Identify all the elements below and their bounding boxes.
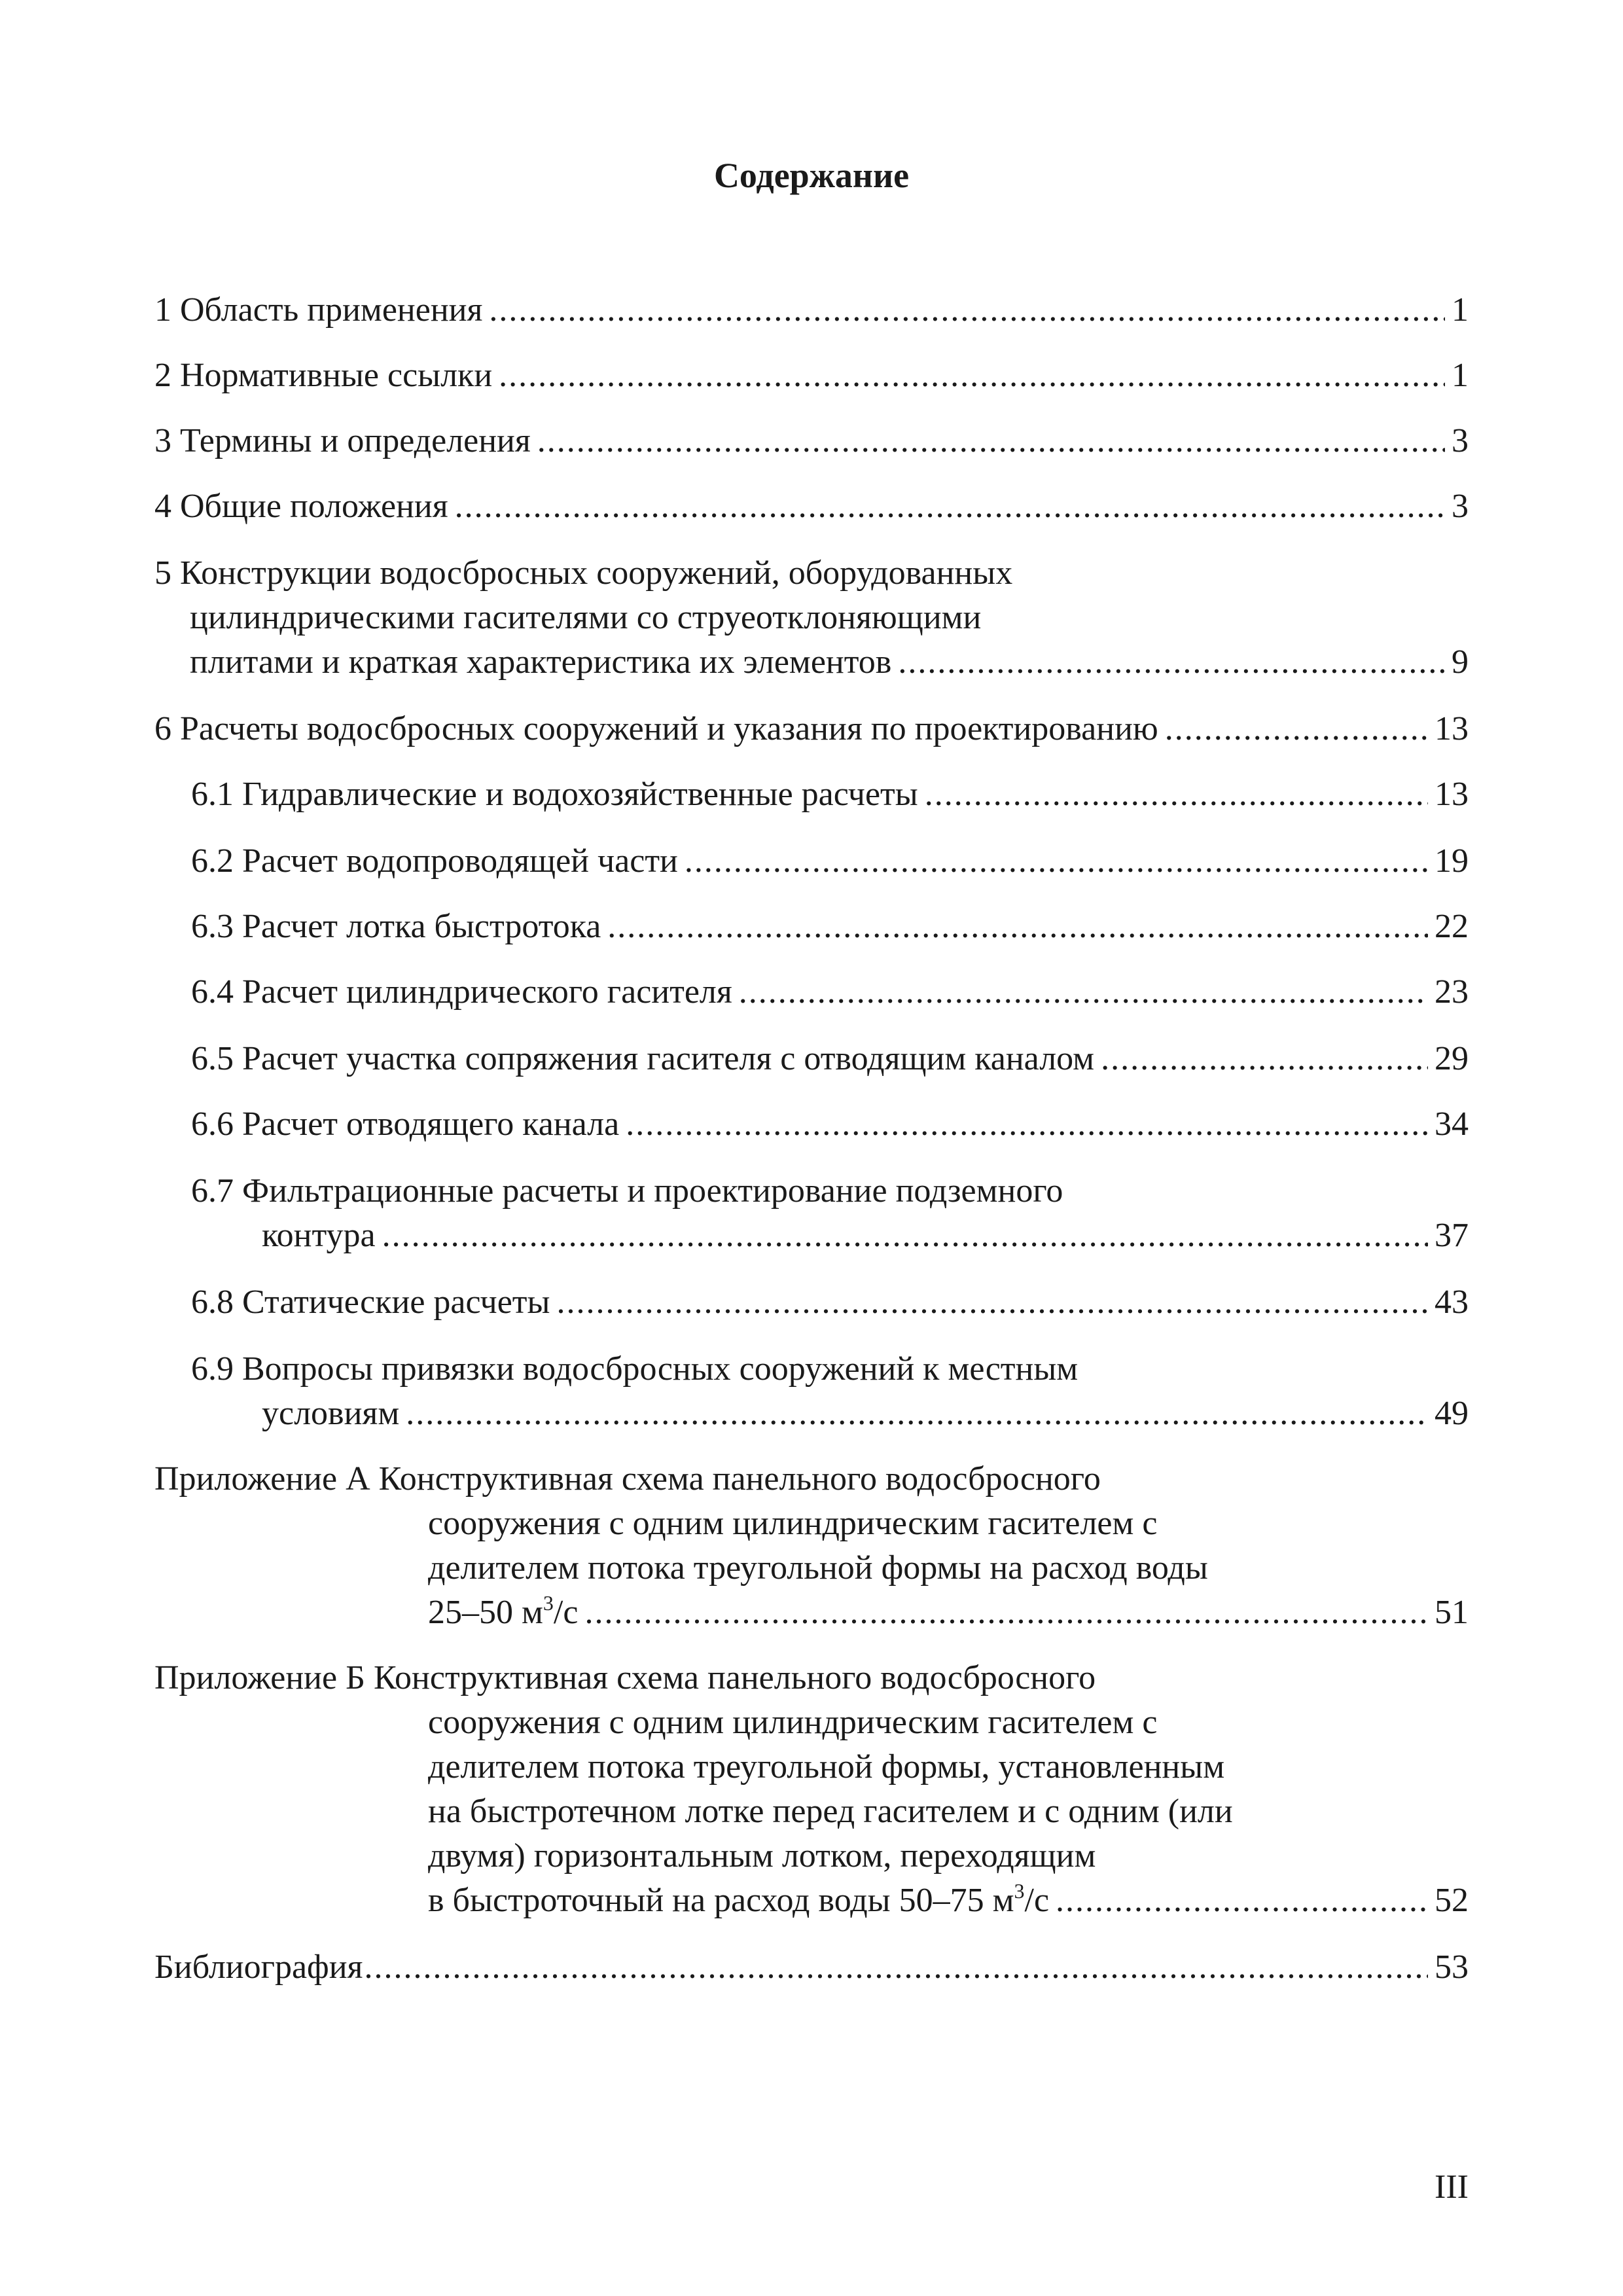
leader-dots [489,288,1445,332]
toc-entry-text-cont: двумя) горизонтальным лотком, переходящим [428,1837,1096,1874]
leader-dots [1056,1878,1428,1923]
toc-entry-text: 6.6 Расчет отводящего канала [191,1105,620,1143]
toc-page-number: 3 [1452,488,1469,525]
leader-dots [455,484,1445,529]
toc-page-number: 1 [1452,357,1469,394]
toc-entry-6-3[interactable] [0,905,1623,949]
toc-page-number: 52 [1435,1882,1469,1919]
toc-entry-text: 6.7 Фильтрационные расчеты и проектирование подземного [191,1172,1063,1210]
toc-entry-text-cont: делителем потока треугольной формы, установленным [428,1748,1225,1785]
leader-dots [1101,1037,1428,1081]
toc-entry-text-cont: условиям [262,1395,400,1432]
leader-dots [499,353,1445,398]
toc-page-number: 43 [1435,1283,1469,1321]
toc-page-number: 1 [1452,291,1469,329]
leader-dots [925,772,1428,817]
toc-entry-4[interactable] [0,484,1623,529]
toc-entry-text-cont: плитами и краткая характеристика их элементов [190,643,892,681]
leader-dots [739,970,1428,1014]
toc-page-number: 13 [1435,776,1469,813]
toc-entry-6-2[interactable] [0,839,1623,884]
toc-entry-1[interactable] [0,288,1623,332]
toc-entry-2[interactable] [0,353,1623,398]
toc-page-number: 29 [1435,1040,1469,1077]
leader-dots [584,1590,1428,1635]
leader-dots [364,1945,1428,1990]
toc-entry-text-cont: 25–50 $м^3/с$ [428,1591,579,1631]
toc-entry-text-cont: на быстротечном лотке перед гасителем и с одним (или [428,1793,1233,1830]
leader-dots [626,1102,1428,1147]
toc-entry-text: 6.4 Расчет цилиндрического гасителя [191,973,732,1011]
toc-entry-text: 6 Расчеты водосбросных сооружений и указания по проектированию [154,710,1158,747]
toc-entry-text: 3 Термины и определения [154,422,531,459]
toc-entry-6-5[interactable] [0,1037,1623,1081]
toc-entry-text: 6.2 Расчет водопроводящей части [191,842,678,880]
toc-entry-6[interactable] [0,707,1623,751]
toc-page-number: 22 [1435,908,1469,945]
toc-entry-text: 6.1 Гидравлические и водохозяйственные расчеты [191,776,918,813]
leader-dots [898,640,1445,685]
toc-entry-text-cont: сооружения с одним цилиндрическим гасителем с [428,1704,1158,1741]
toc-page-number: 23 [1435,973,1469,1011]
toc-page-number: 34 [1435,1105,1469,1143]
toc-entry-text: 6.5 Расчет участка сопряжения гасителя с отводящим каналом [191,1040,1095,1077]
toc-entry-text-cont: в быстроточный на расход воды 50–75 $м^3/с$ [428,1879,1050,1919]
toc-page-number: 19 [1435,842,1469,880]
leader-dots [406,1391,1428,1436]
toc-entry-text-cont: цилиндрическими гасителями со струеотклоняющими [190,599,982,636]
toc-page-number: 3 [1452,422,1469,459]
toc-entry-6-8[interactable] [0,1280,1623,1325]
toc-entry-6-4[interactable] [0,970,1623,1014]
toc-entry-text-cont: контура [262,1217,376,1254]
toc-page-number: 49 [1435,1395,1469,1432]
toc-page-number: 53 [1435,1948,1469,1986]
toc-entry-text: 6.9 Вопросы привязки водосбросных сооружений к местным [191,1350,1079,1388]
leader-dots [556,1280,1428,1325]
toc-entry-text: Библиография [154,1948,363,1986]
toc-entry-6-6[interactable] [0,1102,1623,1147]
toc-entry-text-cont: делителем потока треугольной формы на расход воды [428,1549,1208,1587]
leader-dots [607,905,1428,949]
toc-bibliography[interactable] [0,1945,1623,1990]
toc-entry-text: 2 Нормативные ссылки [154,357,493,394]
toc-page-number: 37 [1435,1217,1469,1254]
toc-entry-text: 6.3 Расчет лотка быстротока [191,908,601,945]
toc-entry-text: 1 Область применения [154,291,483,329]
toc-entry-text: Приложение Б Конструктивная схема панельного водосбросного [154,1659,1096,1696]
leader-dots [537,419,1445,463]
toc-entry-6-1[interactable] [0,772,1623,817]
toc-page-number: 13 [1435,710,1469,747]
toc-entry-text: 5 Конструкции водосбросных сооружений, оборудованных [154,554,1013,592]
toc-page-number: 9 [1452,643,1469,681]
leader-dots [685,839,1428,884]
toc-entry-text: 6.8 Статические расчеты [191,1283,550,1321]
leader-dots [1165,707,1428,751]
page-title: Содержание [713,156,910,195]
toc-entry-text-cont: сооружения с одним цилиндрическим гасителем с [428,1505,1158,1542]
page-number: III [1435,2168,1469,2206]
leader-dots [382,1213,1428,1258]
toc-entry-text: Приложение А Конструктивная схема панельного водосбросного [154,1460,1101,1498]
toc-page-number: 51 [1435,1594,1469,1631]
toc-entry-3[interactable] [0,419,1623,463]
toc-entry-text: 4 Общие положения [154,488,448,525]
